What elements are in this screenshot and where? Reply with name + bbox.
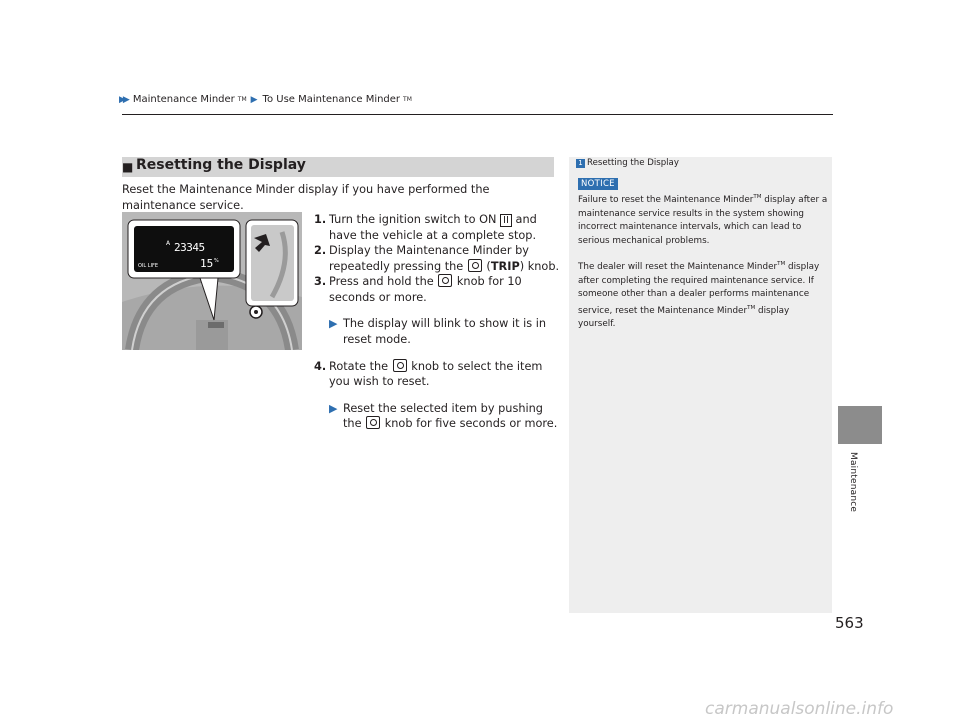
- notice-paragraph: [578, 191, 828, 248]
- note-heading-text: Resetting the Display: [587, 158, 679, 168]
- breadcrumb-arrow-icon: ▶▶: [119, 94, 127, 105]
- step-3-note: [311, 316, 561, 347]
- paragraph-text: display after completing the required maintenance service. If someone other than a dealer performs maintenance service, reset the Maintenance Minder: [578, 262, 820, 316]
- step-3: [311, 274, 561, 305]
- step-text: Display the Maintenance Minder by repeatedly pressing the: [329, 244, 529, 273]
- selector-knob-icon: [468, 259, 482, 272]
- step-text: knob for 10 seconds or more.: [329, 275, 522, 304]
- paragraph-text: Failure to reset the Maintenance Minder: [578, 195, 754, 205]
- step-number: 2.: [314, 244, 327, 257]
- trip-marker: A: [166, 240, 171, 247]
- trademark: TM: [777, 261, 786, 267]
- ignition-position-icon: II: [500, 214, 512, 227]
- breadcrumb: [119, 94, 412, 105]
- step-text: (: [482, 259, 491, 273]
- paragraph-text: The dealer will reset the Maintenance Minder: [578, 262, 778, 272]
- step-4: [311, 359, 561, 390]
- trademark: TM: [747, 304, 756, 311]
- breadcrumb-arrow-icon: ▶: [250, 94, 258, 105]
- odometer-reading: 23345: [174, 241, 205, 254]
- paragraph-text: display yourself.: [578, 305, 790, 330]
- step-note-text: The display will blink to show it is in reset mode.: [343, 317, 547, 346]
- dashboard-illustration: [122, 212, 302, 350]
- intro-text: Reset the Maintenance Minder display if you have performed the maintenance service.: [122, 183, 490, 212]
- chapter-label: [848, 452, 874, 513]
- page-number: 563: [835, 614, 864, 632]
- chapter-tab: [838, 406, 882, 444]
- oil-life-value: 15: [200, 257, 214, 270]
- section-title: Resetting the Display: [136, 157, 306, 173]
- trip-label: TRIP: [490, 259, 520, 273]
- oil-life-label: OIL LIFE: [138, 263, 159, 269]
- note-heading: [576, 158, 679, 168]
- breadcrumb-item: Maintenance Minder: [132, 94, 235, 105]
- paragraph-text: display after a maintenance service results in the system showing incorrect maintenance intervals, which can lead to serious mechanical problems.: [578, 195, 828, 246]
- step-4-note: [311, 401, 561, 432]
- watermark: carmanualsonline.info: [705, 699, 894, 719]
- reference-icon: 1: [576, 159, 585, 168]
- dashboard-drawing: [122, 212, 302, 350]
- section-header: [122, 157, 554, 177]
- triangle-bullet-icon: ▶: [329, 317, 338, 331]
- step-text: and have the vehicle at a complete stop.: [329, 213, 537, 242]
- step-text: Turn the ignition switch to ON: [329, 213, 501, 226]
- step-2: [311, 243, 561, 274]
- step-number: 4.: [314, 359, 327, 373]
- step-note-text: knob for five seconds or more.: [381, 417, 558, 431]
- step-text: knob to select the item you wish to reset.: [329, 359, 543, 389]
- chapter-label-text: Maintenance: [848, 452, 858, 513]
- trademark: TM: [403, 96, 412, 103]
- oil-life-unit: %: [214, 258, 219, 264]
- step-1: [311, 212, 561, 243]
- selector-knob-icon: [438, 274, 452, 287]
- step-note-text: Reset the selected item by pushing the: [343, 401, 543, 431]
- breadcrumb-item: To Use Maintenance Minder: [262, 94, 401, 105]
- step-number: 1.: [314, 213, 327, 226]
- dealer-paragraph: [578, 258, 828, 332]
- header-rule: [122, 114, 833, 115]
- step-number: 3.: [314, 275, 327, 288]
- trademark: TM: [753, 194, 762, 200]
- selector-knob-icon: [393, 359, 407, 372]
- trademark: TM: [237, 96, 247, 103]
- step-text: Rotate the: [329, 359, 392, 373]
- step-text: Press and hold the: [329, 275, 438, 288]
- notice-badge: NOTICE: [578, 178, 618, 190]
- step-text: ) knob.: [519, 259, 560, 273]
- step-list: [311, 212, 561, 443]
- triangle-bullet-icon: ▶: [329, 401, 338, 415]
- selector-knob-icon: [366, 416, 380, 429]
- section-square-icon: ■: [122, 160, 134, 174]
